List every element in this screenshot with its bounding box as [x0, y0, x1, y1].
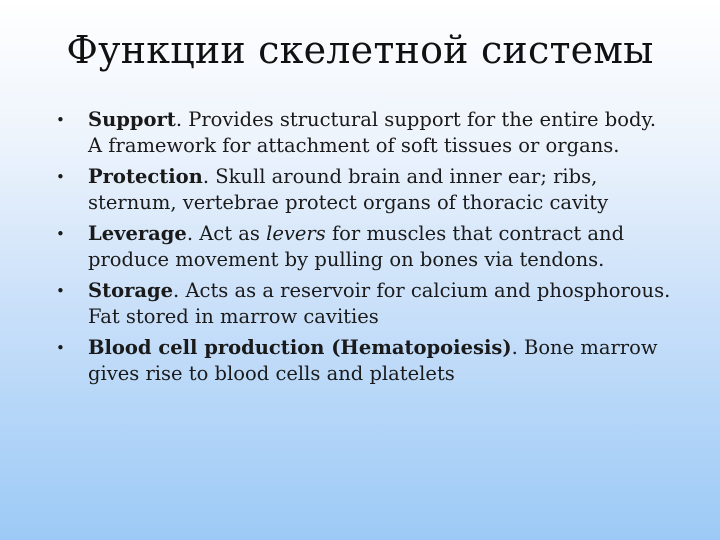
bullet-term: Support — [88, 108, 176, 131]
bullet-term: Storage — [88, 279, 174, 302]
bullet-list — [56, 107, 676, 392]
bullet-marker: • — [56, 225, 65, 243]
bullet-marker: • — [56, 111, 65, 129]
bullet-text: . Act as — [186, 222, 267, 245]
bullet-protection — [56, 164, 676, 216]
slide-title: Функции скелетной системы — [66, 28, 654, 72]
bullet-term: Leverage — [88, 222, 187, 245]
bullet-term: Protection — [88, 165, 203, 188]
bullet-text: . Skull around brain and inner ear; ribs, sternum, vertebrae protect organs of thoracic cavity — [88, 165, 609, 214]
bullet-marker: • — [56, 282, 65, 300]
bullet-text: . Bone marrow gives rise to blood cells and platelets — [88, 336, 658, 385]
bullet-marker: • — [56, 168, 65, 186]
bullet-blood-cell-production — [56, 335, 676, 387]
bullet-term: Blood cell production (Hematopoiesis) — [88, 336, 512, 359]
bullet-emphasis: levers — [266, 222, 326, 245]
bullet-text: . Provides structural support for the entire body. A framework for attachment of soft tissues or organs. — [88, 108, 657, 157]
bullet-text: . Acts as a reservoir for calcium and phosphorous. Fat stored in marrow cavities — [88, 279, 671, 328]
bullet-marker: • — [56, 339, 65, 357]
bullet-text: for muscles that contract and produce movement by pulling on bones via tendons. — [88, 222, 625, 271]
bullet-storage — [56, 278, 676, 330]
bullet-leverage — [56, 221, 676, 273]
bullet-support — [56, 107, 676, 159]
